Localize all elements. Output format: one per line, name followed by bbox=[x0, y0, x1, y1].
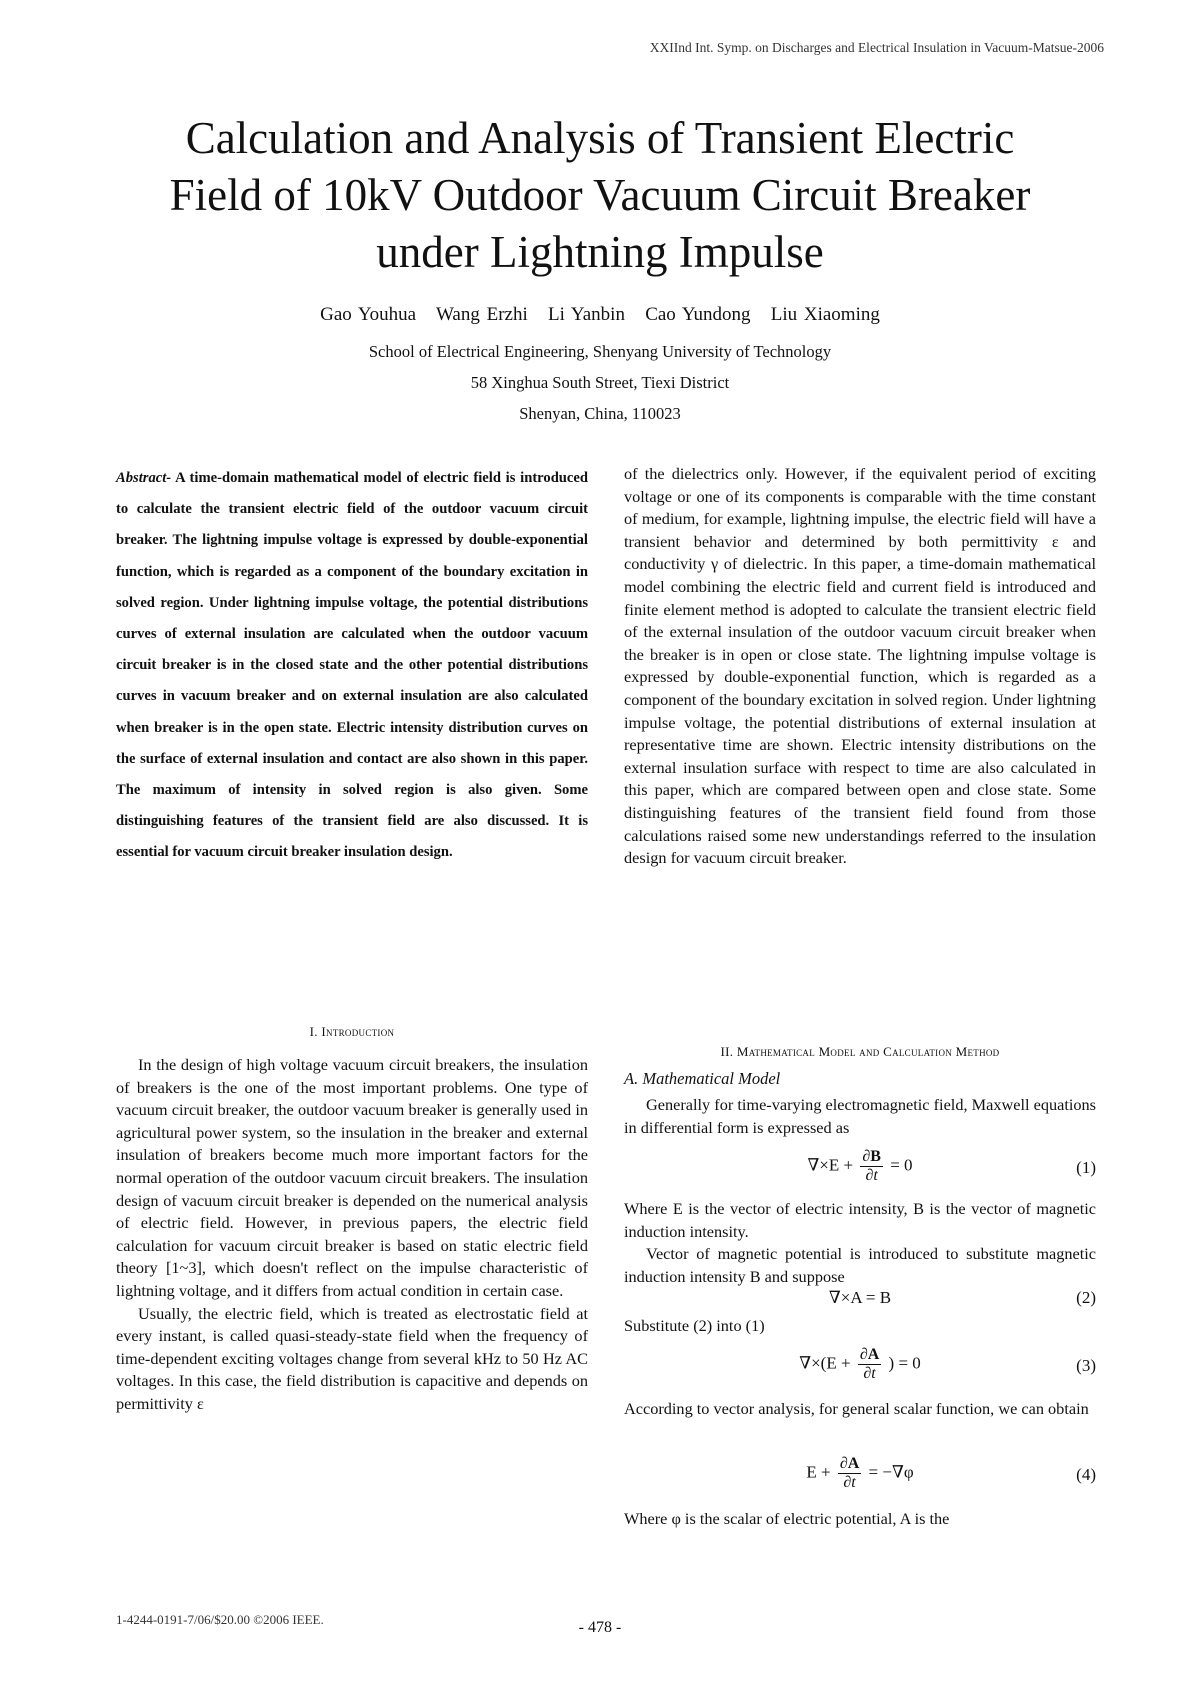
model-paragraph-3: Substitute (2) into (1) bbox=[624, 1316, 765, 1335]
title-line: under Lightning Impulse bbox=[376, 227, 824, 277]
intro-body bbox=[116, 1054, 588, 1416]
model-paragraph-5: Where φ is the scalar of electric potential, A is the bbox=[624, 1509, 950, 1528]
equation-number: (1) bbox=[1076, 1158, 1096, 1177]
model-paragraph-4: According to vector analysis, for general scalar function, we can obtain bbox=[624, 1399, 1089, 1418]
model-paragraph-1: Generally for time-varying electromagnetic field, Maxwell equations in differential form is expressed as bbox=[624, 1095, 1096, 1137]
fraction: $\frac{\partial B}{\partial t}$ bbox=[862, 1148, 881, 1184]
equation-number: (2) bbox=[1076, 1288, 1096, 1307]
copyright-footer: 1-4244-0191-7/06/$20.00 ©2006 IEEE. bbox=[116, 1612, 324, 1627]
equation-2: ∇×A = B (2) bbox=[828, 1288, 1096, 1307]
section-heading-intro: I. Introduction bbox=[309, 1024, 395, 1039]
abstract-text: A time-domain mathematical model of electric field is introduced to calculate the transient electric field of the outdoor vacuum circuit breaker. The lightning impulse voltage is expressed by double-exponential function, which is regarded as a component of the boundary excitation in solved region. Under lightning impulse voltage, the potential distributions curves of external insulation are calculated when the outdoor vacuum circuit breaker is in the closed state and the other potential distributions curves in vacuum breaker and on external insulation are also calculated when breaker is in the open state. Electric intensity distribution curves on the surface of external insulation and contact are also shown in this paper. The maximum of intensity in solved region is also given. Some distinguishing features of the transient field are also discussed. It is essential for vacuum circuit breaker insulation design. bbox=[116, 470, 588, 861]
subsection-heading: A. Mathematical Model bbox=[624, 1069, 781, 1088]
running-head: XXIInd Int. Symp. on Discharges and Electrical Insulation in Vacuum-Matsue-2006 bbox=[649, 40, 1104, 55]
page-number: - 478 - bbox=[578, 1619, 622, 1636]
abstract-lead: Abstract- bbox=[116, 470, 172, 486]
equation-number: (4) bbox=[1076, 1465, 1096, 1484]
equation-1: ∇×E + $\frac{\partial B}{\partial t}$ = 0 (1) bbox=[807, 1148, 1096, 1184]
paper-title bbox=[80, 110, 1120, 281]
author-list: Gao Youhua Wang Erzhi Li Yanbin Cao Yundong Liu Xiaoming bbox=[320, 304, 880, 325]
fraction: $\frac{\partial A}{\partial t}$ bbox=[839, 1455, 860, 1491]
intro-paragraph: In the design of high voltage vacuum circuit breakers, the insulation of breakers is the one of the most important problems. One type of vacuum circuit breaker, the outdoor vacuum breaker is generally used in agricultural power system, so the insulation in the breaker and external insulation of breakers become much more important factors for the normal operation of the outdoor vacuum circuit breakers. The insulation design of vacuum circuit breaker is depended on the numerical analysis of electric field. However, in previous papers, the electric field calculation for vacuum circuit breaker is based on static electric field theory [1~3], which doesn't reflect on the impulse characteristic of lightning voltage, and it differs from actual condition in certain case. bbox=[116, 1055, 588, 1300]
model-paragraph-2: Where E is the vector of electric intensity, B is the vector of magnetic induction intensity. Vector of magnetic potential is introduced to substitute magnetic induction intensity B and suppose bbox=[624, 1199, 1096, 1286]
equation-number: (3) bbox=[1076, 1356, 1096, 1375]
affiliation-line: Shenyan, China, 110023 bbox=[519, 404, 681, 423]
equation-4: E + $\frac{\partial A}{\partial t}$ = −∇φ (4) bbox=[806, 1455, 1096, 1491]
title-line: Calculation and Analysis of Transient Electric bbox=[185, 113, 1015, 163]
affiliation-line: 58 Xinghua South Street, Tiexi District bbox=[470, 373, 730, 392]
abstract bbox=[116, 463, 588, 869]
section-heading-model: II. Mathematical Model and Calculation Method bbox=[720, 1044, 1000, 1059]
right-col-continuation: of the dielectrics only. However, if the equivalent period of exciting voltage or one of its components is comparable with the time constant of medium, for example, lightning impulse, the electric field will have a transient behavior and determined by both permittivity ε and conductivity γ of dielectric. In this paper, a time-domain mathematical model combining the electric field and current field is introduced and finite element method is adopted to calculate the transient electric field of the external insulation of the outdoor vacuum circuit breaker when the breaker is in open or close state. The lightning impulse voltage is expressed by double-exponential function, which is regarded as a component of the boundary excitation in solved region. Under lightning impulse voltage, the potential distributions of external insulation at representative time are shown. Electric intensity distributions on the external insulation surface with respect to time are also calculated in this paper, which are compared between open and close state. Some distinguishing features of the transient field found from those calculations raised some new understandings referred to the insulation design for vacuum circuit breaker. bbox=[624, 464, 1096, 868]
fraction: $\frac{\partial A}{\partial t}$ bbox=[859, 1346, 880, 1382]
equation-3: ∇×(E + $\frac{\partial A}{\partial t}$ ) = 0 (3) bbox=[799, 1346, 1096, 1382]
affiliation-line: School of Electrical Engineering, Shenyang University of Technology bbox=[368, 342, 832, 361]
title-line: Field of 10kV Outdoor Vacuum Circuit Breaker bbox=[169, 170, 1031, 220]
intro-paragraph: Usually, the electric field, which is treated as electrostatic field at every instant, is called quasi-steady-state field when the frequency of time-dependent exciting voltages change from several kHz to 50 Hz AC voltages. In this case, the field distribution is capacitive and depends on permittivity ε bbox=[116, 1303, 588, 1413]
